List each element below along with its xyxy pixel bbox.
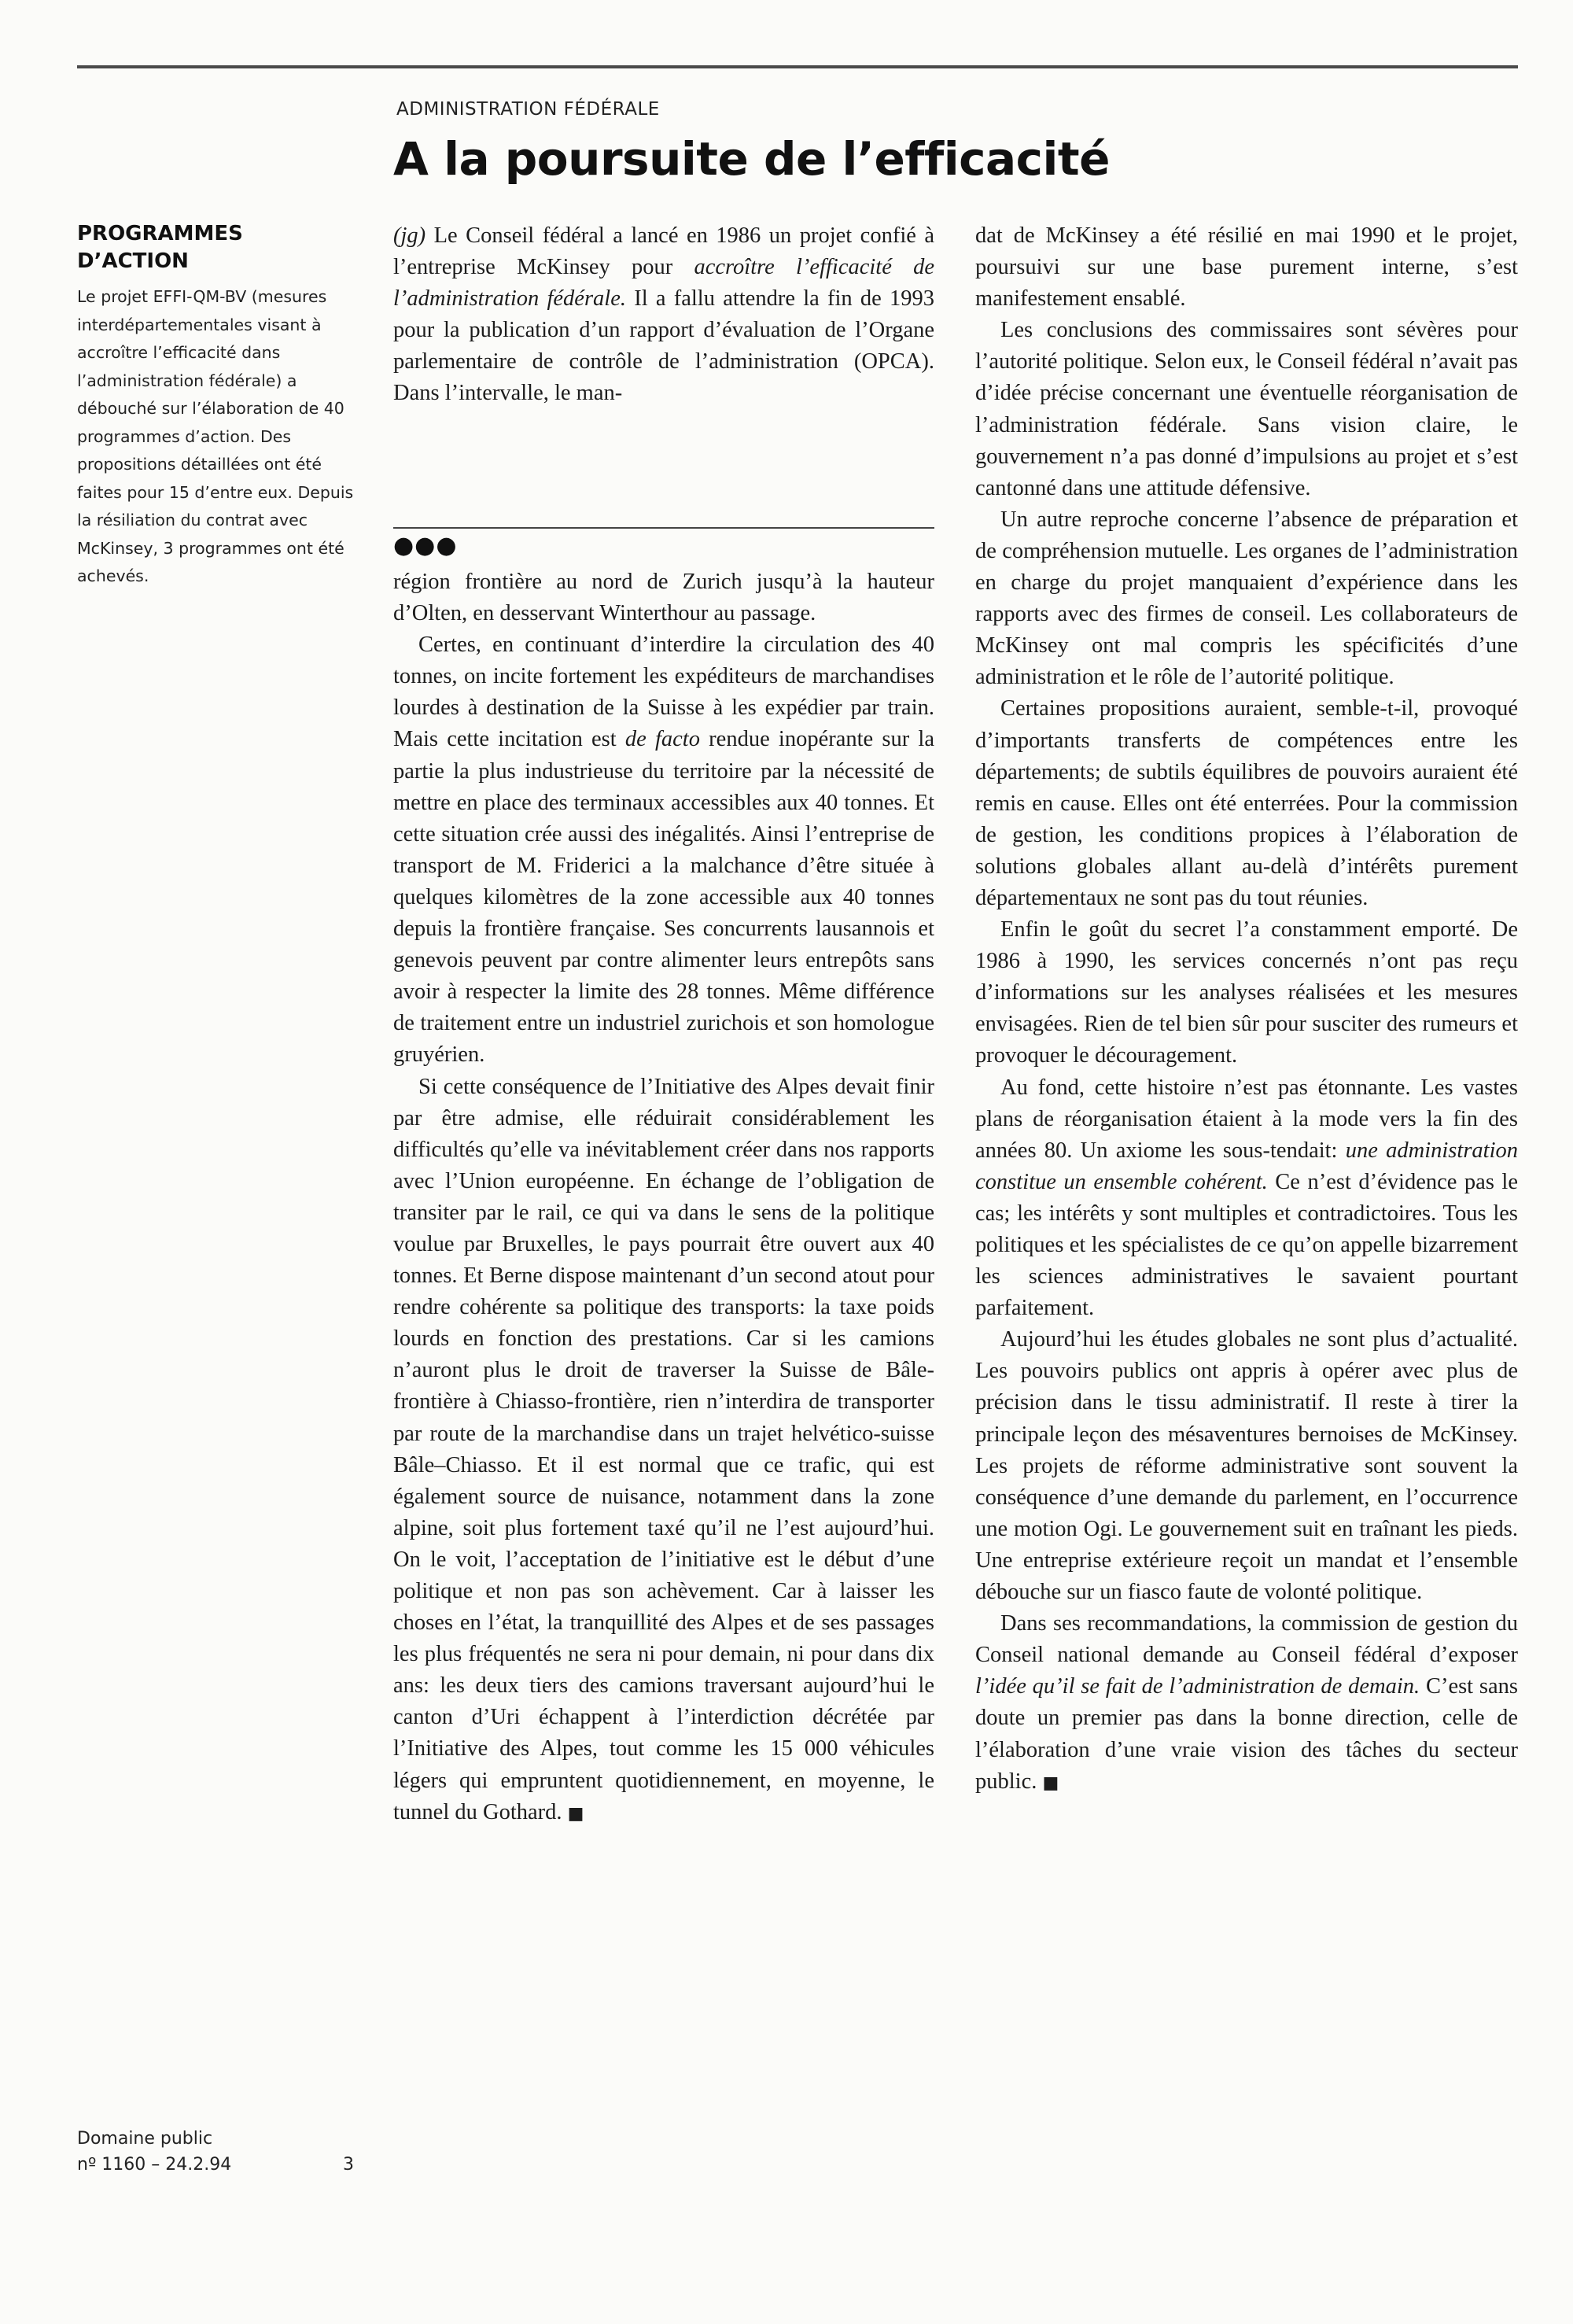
issue-number: nº 1160 – 24.2.94 <box>77 2155 232 2175</box>
col1-paragraph-1: région frontière au nord de Zurich jusqu’à la hauteur d’Olten, en desservant Winterthour au passage. <box>393 570 934 626</box>
col2-p6-text-b: Ce n’est d’évidence pas le cas; les intérêts y sont multiples et contradictoires. Tous les politiques et les spécialistes de ce qu’on appelle bizarrement les sciences administratives le savaient pourtant parfaitement. <box>975 1169 1519 1321</box>
col2-paragraph-5: Enfin le goût du secret l’a constamment emporté. De 1986 à 1990, les services concernés n’ont pas reçu d’informations sur les analyses réalisées et les mesures envisagées. Rien de tel bien sûr pour susciter des rumeurs et provoquer le découragement. <box>975 917 1518 1068</box>
article-headline: A la poursuite de l’efficacité <box>393 132 1110 186</box>
intro-text-2: Il a fallu attendre la fin de 1993 pour la publication d’un rapport d’évaluation de l’Organe parlementaire de contrôle de l’administration (OPCA). Dans l’intervalle, le man- <box>393 286 934 406</box>
col1-p2-italic: de facto <box>624 727 700 752</box>
col2-p8-text-a: Dans ses recommandations, la commission de gestion du Conseil national demande au Conseil fédéral d’exposer <box>975 1611 1518 1668</box>
col1-p2-text-b: rendue inopérante sur la partie la plus industrieuse du territoire par la nécessité de mettre en place des terminaux accessibles aux 40 tonnes. Et cette situation crée aussi des inégalités. Ainsi l’entreprise de transport de M. Friderici a la malchance d’être située à quelques kilomètres de la zone accessible aux 40 tonnes depuis la frontière française. Ses concurrents lausannois et genevois peuvent par contre alimenter leurs entrepôts sans avoir à respecter la limite des 28 tonnes. Même différence de traitement entre un industriel zurichois et son homologue gruyérien. <box>393 727 934 1068</box>
sidebar-title <box>77 220 368 275</box>
section-kicker: ADMINISTRATION FÉDÉRALE <box>396 99 660 120</box>
section-separator <box>393 527 934 529</box>
col2-paragraph-1: dat de McKinsey a été résilié en mai 1990 et le projet, poursuivi sur une base purement interne, s’est manifestement ensablé. <box>975 223 1518 312</box>
col2-p8-text-b: C’est sans doute un premier pas dans la bonne direction, celle de l’élaboration d’une vraie vision des tâches du secteur public. <box>975 1674 1518 1794</box>
col1-paragraph-3 <box>393 1072 934 1830</box>
col2-p6-italic: une administration constitue un ensemble cohérent. <box>975 1138 1518 1194</box>
article-column-2 <box>975 220 1518 1799</box>
end-mark-2: ■ <box>1042 1773 1059 1793</box>
col2-paragraph-7: Aujourd’hui les études globales ne sont plus d’actualité. Les pouvoirs publics ont appris à opérer avec plus de précision dans le tissu administratif. Il reste à tirer la principale leçon des mésaventures bernoises de McKinsey. Les projets de réforme administrative sont souvent la conséquence d’une demande du parlement, en l’occurrence une motion Ogi. Le gouvernement suit en traînant les pieds. Une entreprise extérieure reçoit un mandat et l’ensemble débouche sur un fiasco faute de volonté politique. <box>975 1327 1518 1605</box>
sidebar-box <box>77 220 368 591</box>
col1-p2-text-a: Certes, en continuant d’interdire la circulation des 40 tonnes, on incite fortement les expéditeurs de marchandises lourdes à destination de la Suisse à les expédier par train. Mais cette incitation est <box>393 633 934 752</box>
article-intro-column <box>393 220 934 410</box>
col2-paragraph-2: Les conclusions des commissaires sont sévères pour l’autorité politique. Selon eux, le Conseil fédéral n’avait pas d’idée précise concernant une éventuelle réorganisation de l’administration fédérale. Sans vision claire, le gouvernement n’a pas donné d’impulsions au projet et s’est cantonné dans une attitude défensive. <box>975 318 1518 500</box>
sidebar-title-line1: PROGRAMMES <box>77 222 243 245</box>
page-footer <box>77 2126 360 2178</box>
article-column-1 <box>393 566 934 1830</box>
intro-paragraph <box>393 220 934 410</box>
page-number: 3 <box>343 2155 354 2175</box>
col2-paragraph-8 <box>975 1608 1518 1799</box>
col2-p8-italic: l’idée qu’il se fait de l’administration de demain. <box>975 1674 1420 1699</box>
col1-p3-text: Si cette conséquence de l’Initiative des Alpes devait finir par être admise, elle réduirait considérablement les difficultés qu’elle va inévitablement créer dans nos rapports avec l’Union européenne. En échange de l’obligation de transiter par le rail, ce qui va dans le sens de la politique voulue par Bruxelles, le pays pourrait être ouvert aux 40 tonnes. Et Berne dispose maintenant d’un second atout pour rendre cohérente sa politique des transports: la taxe poids lourds en fonction des prestations. Car si les camions n’auront plus le droit de traverser la Suisse de Bâle-frontière à Chiasso-frontière, rien n’interdira de transporter par route de la marchandise dans un trajet helvético-suisse Bâle–Chiasso. Et il est normal que ce trafic, qui est également source de nuisance, notamment dans la zone alpine, soit plus fortement taxé qu’il ne l’est aujourd’hui. On le voit, l’acceptation de l’initiative est le début d’une politique et non pas son achèvement. Car à laisser les choses en l’état, la tranquillité des Alpes et de ses passages les plus fréquentés ne sera ni pour demain, ni pour dans dix ans: les deux tiers des camions traversant aujourd’hui le canton d’Uri échappent à l’interdiction décrétée par l’Initiative des Alpes, tout comme les 15 000 véhicules légers qui empruntent quotidiennement, en moyenne, le tunnel du Gothard. <box>393 1074 934 1824</box>
col2-paragraph-6 <box>975 1072 1518 1325</box>
intro-italic: accroître l’efficacité de l’administration fédérale. <box>393 255 934 312</box>
top-rule <box>77 65 1518 68</box>
sidebar-body: Le projet EFFI-QM-BV (mesures interdépartementales visant à accroître l’efficacité dans l’administration fédérale) a débouché sur l’élaboration de 40 programmes d’action. Des propositions détaillées ont été faites pour 15 d’entre eux. Depuis la résiliation du contrat avec McKinsey, 3 programmes ont été achevés. <box>77 287 354 585</box>
separator-bullets: ●●● <box>393 532 458 559</box>
col2-p6-text-a: Au fond, cette histoire n’est pas étonnante. Les vastes plans de réorganisation étaient à la mode vers la fin des années 80. Un axiome les sous-tendait: <box>975 1075 1518 1163</box>
publication-name: Domaine public <box>77 2129 213 2149</box>
author-initials: (jg) <box>393 223 426 248</box>
col2-paragraph-3: Un autre reproche concerne l’absence de préparation et de compréhension mutuelle. Les organes de l’administration en charge du projet manquaient d’expérience dans les rapports avec des firmes de conseil. Les collaborateurs de McKinsey ont mal compris les spécificités d’une administration et le rôle de l’autorité politique. <box>975 507 1518 690</box>
col2-paragraph-4: Certaines propositions auraient, semble-t-il, provoqué d’importants transferts de compétences entre les départements; de subtils équilibres de pouvoirs auraient été remis en cause. Elles ont été enterrées. Pour la commission de gestion, les conditions propices à l’élaboration de solutions globales allant au-delà d’intérêts purement départementaux ne sont pas du tout réunies. <box>975 696 1518 910</box>
end-mark-1: ■ <box>567 1803 584 1824</box>
sidebar-title-line2: D’ACTION <box>77 249 189 273</box>
intro-text-1: Le Conseil fédéral a lancé en 1986 un projet confié à l’entreprise McKinsey pour <box>393 223 934 280</box>
col1-paragraph-2 <box>393 629 934 1071</box>
